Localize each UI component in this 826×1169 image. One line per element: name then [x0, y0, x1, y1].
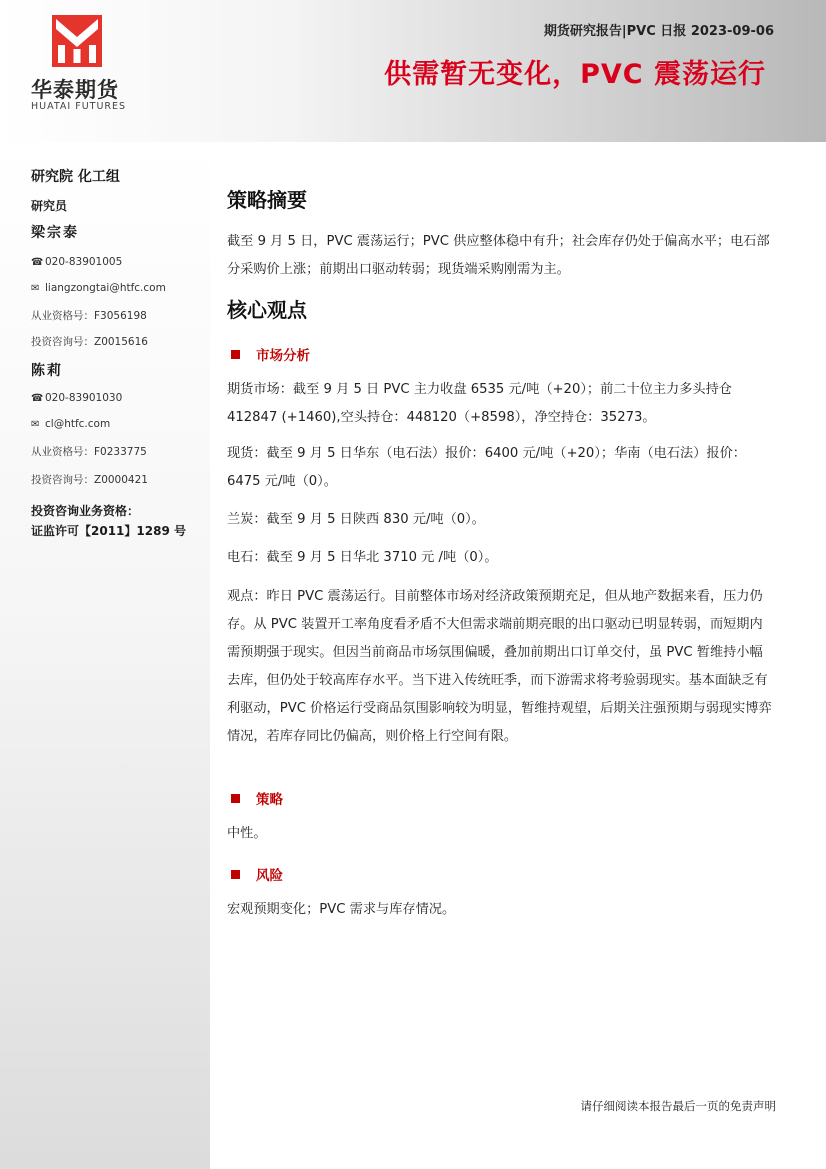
analyst-sidebar	[0, 142, 210, 1169]
email-icon: ✉	[31, 283, 40, 294]
analyst-email[interactable]	[31, 418, 110, 430]
advisory-number: 投资咨询号：Z0000421	[31, 474, 148, 486]
core-view-heading: 核心观点	[227, 298, 307, 322]
analyst-name: 梁宗泰	[31, 225, 79, 241]
strategy-heading	[231, 788, 283, 808]
phone-number: 020-83901030	[45, 392, 123, 404]
section-label: 策略	[256, 792, 283, 808]
practice-number: 从业资格号：F0233775	[31, 446, 147, 458]
section-bullet-icon	[231, 794, 240, 803]
practice-number: 从业资格号：F3056198	[31, 310, 147, 322]
spot-market-text: 现货：截至 9 月 5 日华东（电石法）报价：6400 元/吨（+20）；华南（电石法）报价：6475 元/吨（0）。	[227, 446, 746, 489]
summary-text: 截至 9 月 5 日，PVC 震荡运行；PVC 供应整体稳中有升；社会库存仍处于偏高水平；电石部分采购价上涨；前期出口驱动转弱；现货端采购刚需为主。	[227, 234, 770, 277]
phone-number: 020-83901005	[45, 256, 123, 268]
section-bullet-icon	[231, 870, 240, 879]
section-bullet-icon	[231, 350, 240, 359]
section-label: 市场分析	[256, 348, 310, 364]
risk-heading	[231, 864, 283, 884]
market-view-text: 观点：昨日 PVC 震荡运行。目前整体市场对经济政策预期充足，但从地产数据来看，压力仍存。从 PVC 装置开工率角度看矛盾不大但需求端前期亮眼的出口驱动已明显转弱，而短期内需预期强于现实。但因当前商品市场氛围偏暖，叠加前期出口订单交付，虽 PVC 暂维持小幅去库，但仍处于较高库存水平。当下进入传统旺季，而下游需求将考验弱现实。基本面缺乏有利驱动，PVC 价格运行受商品氛围影响较为明显，暂维持观望，后期关注强预期与弱现实博弈情况，若库存同比仍偏高，则价格上行空间有限。	[227, 589, 772, 744]
email-icon: ✉	[31, 419, 40, 430]
analyst-email[interactable]	[31, 282, 166, 294]
strategy-text: 中性。	[227, 826, 267, 841]
calcium-carbide-text: 电石：截至 9 月 5 日华北 3710 元 /吨（0）。	[227, 550, 498, 565]
phone-icon: ☎	[31, 257, 44, 268]
logo-english-name: HUATAI FUTURES	[31, 101, 127, 112]
email-address[interactable]: liangzongtai@htfc.com	[45, 282, 166, 294]
section-label: 风险	[256, 868, 283, 884]
analyst-phone	[31, 256, 122, 268]
analyst-name: 陈莉	[31, 363, 63, 379]
role-label: 研究员	[31, 199, 68, 213]
email-address[interactable]: cl@htfc.com	[45, 418, 111, 430]
report-title: 供需暂无变化，PVC 震荡运行	[384, 59, 766, 90]
huatai-logo-icon	[52, 15, 102, 67]
logo-chinese-name: 华泰期货	[31, 78, 119, 102]
market-analysis-heading	[231, 344, 310, 364]
analyst-phone	[31, 392, 122, 404]
risk-text: 宏观预期变化；PVC 需求与库存情况。	[227, 902, 456, 917]
report-meta: 期货研究报告|PVC 日报 2023-09-06	[543, 24, 774, 39]
qualification-license: 证监许可【2011】1289 号	[31, 524, 186, 538]
advisory-number: 投资咨询号：Z0015616	[31, 336, 148, 348]
phone-icon: ☎	[31, 393, 44, 404]
futures-market-text: 期货市场：截至 9 月 5 日 PVC 主力收盘 6535 元/吨（+20）；前二十位主力多头持仓 412847 (+1460),空头持仓：448120（+8598），净空持仓：35273。	[227, 382, 732, 425]
semi-coke-text: 兰炭：截至 9 月 5 日陕西 830 元/吨（0）。	[227, 512, 485, 527]
summary-heading: 策略摘要	[227, 188, 307, 212]
report-header	[0, 0, 826, 142]
qualification-label: 投资咨询业务资格：	[31, 504, 140, 518]
department-label: 研究院 化工组	[31, 169, 120, 185]
disclaimer-note: 请仔细阅读本报告最后一页的免责声明	[580, 1099, 776, 1113]
